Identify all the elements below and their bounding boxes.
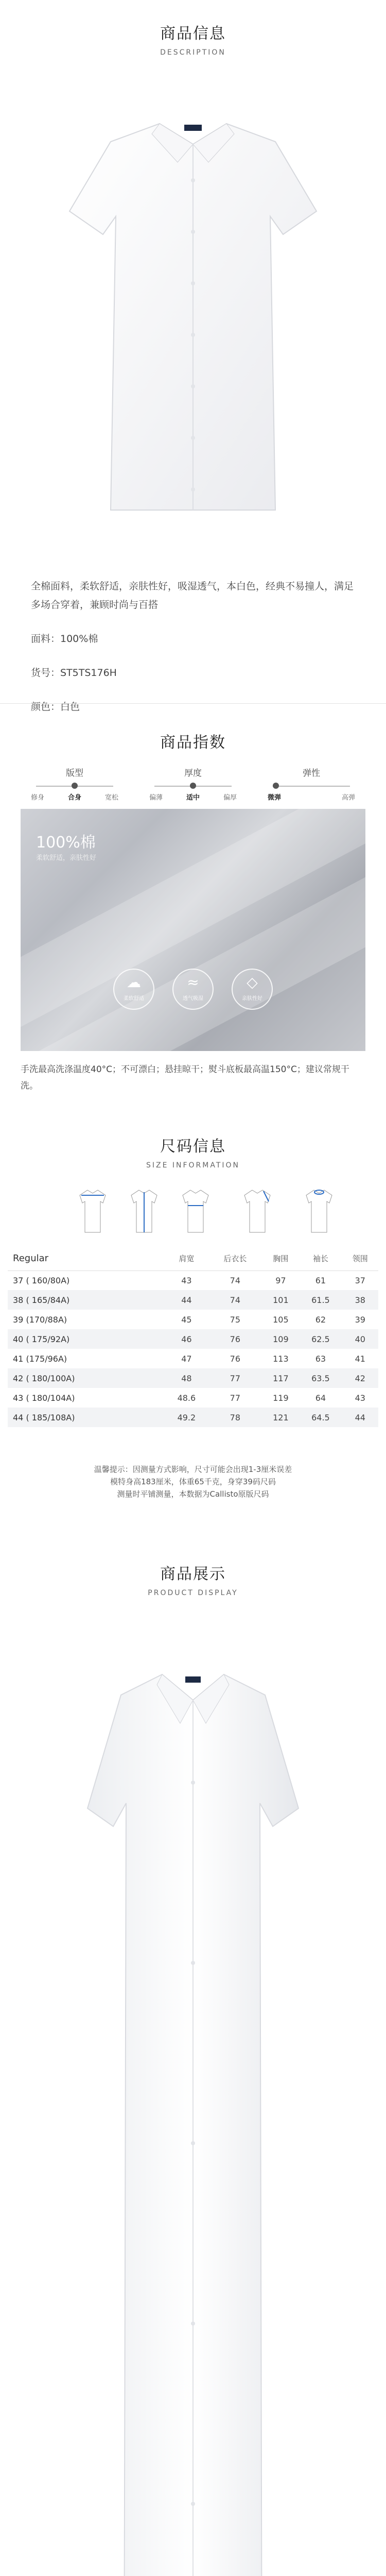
size-col-shoulder: 肩宽 <box>165 1247 208 1270</box>
description-title: 商品信息 <box>160 25 226 43</box>
description-subtitle: DESCRIPTION <box>160 48 226 57</box>
size-col-length: 后衣长 <box>208 1247 262 1270</box>
size-cell: 75 <box>230 1314 241 1325</box>
size-subtitle: SIZE INFORMATION <box>146 1161 240 1170</box>
size-cell: 37 ( 160/80A) <box>13 1275 70 1285</box>
size-cell: 39 (170/88A) <box>13 1314 67 1325</box>
size-cell: 113 <box>273 1353 289 1364</box>
size-cell: 63 <box>315 1353 326 1364</box>
size-cell: 117 <box>262 1368 300 1388</box>
fabric-cotton-label: 100%棉 <box>36 834 96 852</box>
table-row <box>8 1329 378 1349</box>
size-cell: 39 <box>355 1314 365 1325</box>
thickness-option-selected: 适中 <box>186 794 200 802</box>
size-cell: 40 ( 175/92A) <box>8 1329 165 1349</box>
display-header <box>0 1561 386 1597</box>
fabric-image <box>21 809 365 1051</box>
elasticity-option-selected: 微弹 <box>268 794 282 802</box>
size-cell: 40 <box>342 1329 378 1349</box>
size-cell: 41 <box>355 1353 365 1364</box>
soft-icon-label: 柔软舒适 <box>124 996 144 1002</box>
chest-measure-icon <box>180 1185 211 1236</box>
fit-option: 修身 <box>31 794 45 802</box>
index-title: 商品指数 <box>160 734 226 752</box>
size-col-chest: 胸围 <box>262 1247 300 1270</box>
size-cell: 74 <box>208 1290 262 1310</box>
fit-scale-marker <box>72 783 78 789</box>
table-row <box>8 1270 378 1290</box>
size-col-collar: 领围 <box>342 1247 378 1270</box>
fit-scale <box>31 766 118 802</box>
size-cell: 44 <box>165 1290 208 1310</box>
size-table-header <box>8 1247 378 1270</box>
description-paragraph: 全棉面料，柔软舒适，亲肤性好，吸湿透气，本白色，经典不易撞人，满足多场合穿着，兼顾时尚与百搭 <box>31 581 354 611</box>
size-cell: 44 <box>342 1408 378 1427</box>
size-cell: 48 <box>165 1368 208 1388</box>
fabric-label: 面料：100%棉 <box>31 633 98 645</box>
size-cell: 37 <box>355 1275 365 1285</box>
size-cell: 48.6 <box>177 1393 196 1403</box>
elasticity-scale-label: 弹性 <box>303 768 320 778</box>
size-cell: 119 <box>273 1393 289 1403</box>
size-title: 尺码信息 <box>160 1138 226 1156</box>
breathable-icon: ≈ 透气吸湿 <box>172 969 214 1010</box>
fit-scale-label: 版型 <box>66 768 83 778</box>
size-cell: 38 <box>342 1290 378 1310</box>
skin-icon-label: 亲肤性好 <box>242 996 262 1002</box>
size-cell: 105 <box>273 1314 289 1325</box>
table-row <box>8 1349 378 1368</box>
display-title: 商品展示 <box>160 1565 226 1583</box>
table-row <box>8 1368 378 1388</box>
soft-icon: ☁ 柔软舒适 <box>113 969 154 1010</box>
collar-measure-icon <box>304 1185 335 1236</box>
display-subtitle: PRODUCT DISPLAY <box>148 1589 238 1597</box>
fit-scale-bar <box>36 786 113 787</box>
size-cell: 38 ( 165/84A) <box>8 1290 165 1310</box>
shoulder-measure-icon <box>77 1185 108 1236</box>
fabric-cotton-sub: 柔软舒适，亲肤性好 <box>36 854 97 862</box>
size-cell: 42 ( 180/100A) <box>8 1368 165 1388</box>
size-cell: 41 (175/96A) <box>13 1353 67 1364</box>
thickness-scale-bar <box>154 786 232 787</box>
sku-label: 货号：ST5TS176H <box>31 667 117 679</box>
size-cell: 74 <box>230 1275 241 1285</box>
table-row <box>8 1310 378 1329</box>
fit-option: 宽松 <box>104 794 118 802</box>
size-cell: 62 <box>315 1314 326 1325</box>
size-cell: 43 <box>181 1275 192 1285</box>
thickness-scale-marker <box>190 783 196 789</box>
size-cell: 44 ( 185/108A) <box>8 1408 165 1427</box>
index-header <box>0 730 386 752</box>
size-cell: 77 <box>208 1368 262 1388</box>
index-scales <box>21 766 365 807</box>
size-cell: 64 <box>315 1393 326 1403</box>
thickness-scale <box>149 766 237 802</box>
size-cell: 43 <box>355 1393 365 1403</box>
size-cell: 109 <box>262 1329 300 1349</box>
thickness-option: 偏薄 <box>149 794 163 802</box>
size-table <box>8 1247 378 1427</box>
thickness-option: 偏厚 <box>223 794 237 802</box>
skin-icon: ◇ 亲肤性好 <box>232 969 273 1010</box>
table-row <box>8 1388 378 1408</box>
shirt-front-image <box>49 113 337 526</box>
elasticity-scale <box>268 766 355 802</box>
product-index-section <box>0 703 386 802</box>
size-cell: 76 <box>208 1329 262 1349</box>
sleeve-measure-icon <box>242 1185 273 1236</box>
size-cell: 77 <box>230 1393 241 1403</box>
size-cell: 97 <box>275 1275 286 1285</box>
size-col-sleeve: 袖长 <box>299 1247 342 1270</box>
elasticity-scale-marker <box>273 783 279 789</box>
elasticity-option: 高弹 <box>341 794 355 802</box>
size-cell: 46 <box>165 1329 208 1349</box>
size-header <box>0 1133 386 1170</box>
size-cell: 121 <box>262 1408 300 1427</box>
size-note: 温馨提示：因测量方式影响，尺寸可能会出现1-3厘米误差 模特身高183厘米，体重65千克，身穿39码尺码 测量时平铺测量，本数据为Callisto原版尺码 <box>94 1465 292 1499</box>
size-cell: 61 <box>315 1275 326 1285</box>
size-cell: 45 <box>181 1314 192 1325</box>
color-label: 颜色：白色 <box>31 701 80 713</box>
fit-option-selected: 合身 <box>67 794 81 802</box>
size-cell: 101 <box>262 1290 300 1310</box>
breathable-icon-label: 透气吸湿 <box>183 996 203 1002</box>
size-cell: 47 <box>181 1353 192 1364</box>
size-cell: 61.5 <box>299 1290 342 1310</box>
size-cell: 43 ( 180/104A) <box>13 1393 75 1403</box>
size-cell: 64.5 <box>299 1408 342 1427</box>
description-header <box>0 21 386 57</box>
size-cell: 42 <box>342 1368 378 1388</box>
size-cell: 62.5 <box>299 1329 342 1349</box>
elasticity-scale-bar <box>273 786 350 787</box>
table-row <box>8 1408 378 1427</box>
shirt-display-image <box>85 1654 301 2576</box>
thickness-scale-label: 厚度 <box>184 768 202 778</box>
size-cell: 76 <box>230 1353 241 1364</box>
size-cell: 63.5 <box>299 1368 342 1388</box>
table-row <box>8 1290 378 1310</box>
length-measure-icon <box>129 1185 160 1236</box>
care-instructions: 手洗最高洗涤温度40°C；不可漂白；悬挂晾干；熨斗底板最高温150°C；建议常规干洗。 <box>21 1064 349 1091</box>
size-col-regular: Regular <box>8 1247 165 1270</box>
size-cell: 78 <box>208 1408 262 1427</box>
size-cell: 49.2 <box>165 1408 208 1427</box>
measurement-diagrams <box>72 1185 376 1242</box>
